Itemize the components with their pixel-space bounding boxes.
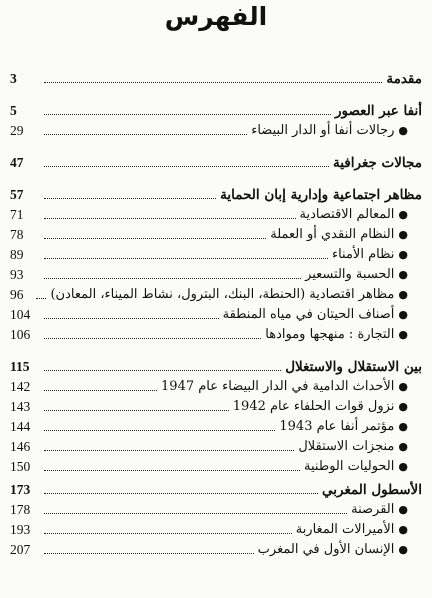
dot-leader bbox=[44, 410, 229, 411]
bullet-icon: ● bbox=[398, 380, 408, 393]
toc-page-number: 104 bbox=[10, 307, 31, 322]
bullet-icon: ● bbox=[398, 543, 408, 556]
page-title: الفهرس bbox=[164, 2, 268, 31]
section-spacer bbox=[10, 343, 422, 352]
dot-leader bbox=[44, 238, 266, 239]
toc-section-row[interactable] bbox=[10, 148, 422, 171]
toc-entry-row[interactable] bbox=[10, 395, 422, 415]
toc-entry-row[interactable] bbox=[10, 323, 422, 343]
toc-entry-label: نظام الأمناء bbox=[331, 247, 395, 262]
toc-entry-label: النظام النقدي أو العملة bbox=[270, 227, 395, 242]
bullet-icon: ● bbox=[398, 268, 408, 281]
bullet-icon: ● bbox=[398, 328, 408, 341]
toc-page-number: 96 bbox=[10, 287, 24, 302]
toc-entry-row[interactable] bbox=[10, 203, 422, 223]
section-spacer bbox=[10, 87, 422, 96]
dot-leader bbox=[44, 493, 318, 494]
toc-page-number: 89 bbox=[10, 247, 24, 262]
toc-entry-row[interactable] bbox=[10, 223, 422, 243]
toc-entry-label: مجالات جغرافية bbox=[333, 155, 422, 171]
dot-leader bbox=[44, 258, 328, 259]
toc-page-number: 142 bbox=[10, 379, 31, 394]
dot-leader bbox=[44, 218, 296, 219]
toc-entry-row[interactable] bbox=[10, 455, 422, 475]
toc-entry-label: التجارة : منهجها وموادها bbox=[265, 327, 395, 342]
toc-page-number: 193 bbox=[10, 522, 31, 537]
dot-leader bbox=[44, 390, 157, 391]
toc-entry-row[interactable] bbox=[10, 435, 422, 455]
table-of-contents bbox=[10, 64, 422, 558]
toc-section-row[interactable] bbox=[10, 64, 422, 87]
toc-entry-label: الأحداث الدامية في الدار البيضاء عام 1947 bbox=[161, 379, 395, 394]
toc-page-number: 3 bbox=[10, 71, 17, 86]
toc-section-row[interactable] bbox=[10, 475, 422, 498]
toc-entry-row[interactable] bbox=[10, 415, 422, 435]
toc-page-number: 115 bbox=[10, 359, 30, 374]
bullet-icon: ● bbox=[398, 440, 408, 453]
toc-page-number: 57 bbox=[10, 187, 24, 202]
bullet-icon: ● bbox=[398, 308, 408, 321]
dot-leader bbox=[44, 370, 281, 371]
toc-section-row[interactable] bbox=[10, 96, 422, 119]
toc-entry-row[interactable] bbox=[10, 518, 422, 538]
toc-page-number: 71 bbox=[10, 207, 24, 222]
toc-entry-label: الإنسان الأول في المغرب bbox=[257, 542, 395, 557]
toc-entry-label: مقدمة bbox=[386, 71, 422, 87]
toc-entry-label: الأميرالات المغاربة bbox=[295, 522, 395, 537]
toc-entry-row[interactable] bbox=[10, 263, 422, 283]
toc-entry-row[interactable] bbox=[10, 283, 422, 303]
toc-entry-label: بين الاستقلال والاستغلال bbox=[285, 359, 422, 375]
toc-page-number: 143 bbox=[10, 399, 31, 414]
toc-entry-label: الأسطول المغربي bbox=[322, 482, 422, 498]
toc-section-row[interactable] bbox=[10, 352, 422, 375]
dot-leader bbox=[44, 134, 247, 135]
toc-page-number: 106 bbox=[10, 327, 31, 342]
bullet-icon: ● bbox=[398, 503, 408, 516]
toc-page-number: 78 bbox=[10, 227, 24, 242]
dot-leader bbox=[44, 553, 254, 554]
dot-leader bbox=[44, 166, 329, 167]
toc-page-number: 5 bbox=[10, 103, 17, 118]
toc-entry-label: منجزات الاستقلال bbox=[298, 439, 395, 454]
dot-leader bbox=[44, 450, 294, 451]
section-spacer bbox=[10, 171, 422, 180]
bullet-icon: ● bbox=[398, 124, 408, 137]
toc-entry-label: نزول قوات الحلفاء عام 1942 bbox=[232, 399, 395, 414]
toc-page-number: 29 bbox=[10, 123, 24, 138]
toc-entry-label: القرصنة bbox=[351, 502, 395, 517]
toc-entry-row[interactable] bbox=[10, 498, 422, 518]
toc-entry-row[interactable] bbox=[10, 303, 422, 323]
toc-entry-label: المعالم الاقتصادية bbox=[299, 207, 395, 222]
toc-entry-row[interactable] bbox=[10, 375, 422, 395]
toc-entry-label: أنفا عبر العصور bbox=[334, 103, 422, 119]
bullet-icon: ● bbox=[398, 400, 408, 413]
bullet-icon: ● bbox=[398, 523, 408, 536]
dot-leader bbox=[44, 470, 300, 471]
dot-leader bbox=[44, 338, 261, 339]
toc-entry-label: مظاهر اجتماعية وإدارية إبان الحماية bbox=[220, 187, 422, 203]
toc-page-number: 173 bbox=[10, 482, 31, 497]
toc-entry-label: أصناف الحيتان في مياه المنطقة bbox=[222, 307, 395, 322]
toc-page-number: 47 bbox=[10, 155, 24, 170]
toc-entry-row[interactable] bbox=[10, 243, 422, 263]
toc-page-number: 178 bbox=[10, 502, 31, 517]
bullet-icon: ● bbox=[398, 288, 408, 301]
bullet-icon: ● bbox=[398, 228, 408, 241]
dot-leader bbox=[44, 318, 219, 319]
toc-page-number: 207 bbox=[10, 542, 31, 557]
bullet-icon: ● bbox=[398, 420, 408, 433]
bullet-icon: ● bbox=[398, 248, 408, 261]
toc-entry-row[interactable] bbox=[10, 119, 422, 139]
dot-leader bbox=[44, 82, 382, 83]
toc-entry-label: رجالات أنفا أو الدار البيضاء bbox=[251, 123, 395, 138]
toc-section-row[interactable] bbox=[10, 180, 422, 203]
toc-page-number: 144 bbox=[10, 419, 31, 434]
dot-leader bbox=[44, 198, 216, 199]
toc-entry-row[interactable] bbox=[10, 538, 422, 558]
toc-page-number: 93 bbox=[10, 267, 24, 282]
toc-entry-label: الحسبة والتسعير bbox=[305, 267, 395, 282]
dot-leader bbox=[44, 114, 331, 115]
dot-leader bbox=[36, 298, 46, 299]
toc-page-number: 146 bbox=[10, 439, 31, 454]
dot-leader bbox=[44, 278, 301, 279]
toc-entry-label: مؤتمر أنفا عام 1943 bbox=[279, 419, 395, 434]
bullet-icon: ● bbox=[398, 460, 408, 473]
toc-entry-label: مظاهر اقتصادية (الحنطة، البنك، البترول، نشاط الميناء، المعادن) bbox=[50, 287, 395, 302]
toc-page-number: 150 bbox=[10, 459, 31, 474]
dot-leader bbox=[44, 430, 275, 431]
bullet-icon: ● bbox=[398, 208, 408, 221]
dot-leader bbox=[44, 533, 292, 534]
section-spacer bbox=[10, 139, 422, 148]
toc-entry-label: الحوليات الوطنية bbox=[304, 459, 395, 474]
dot-leader bbox=[44, 513, 347, 514]
